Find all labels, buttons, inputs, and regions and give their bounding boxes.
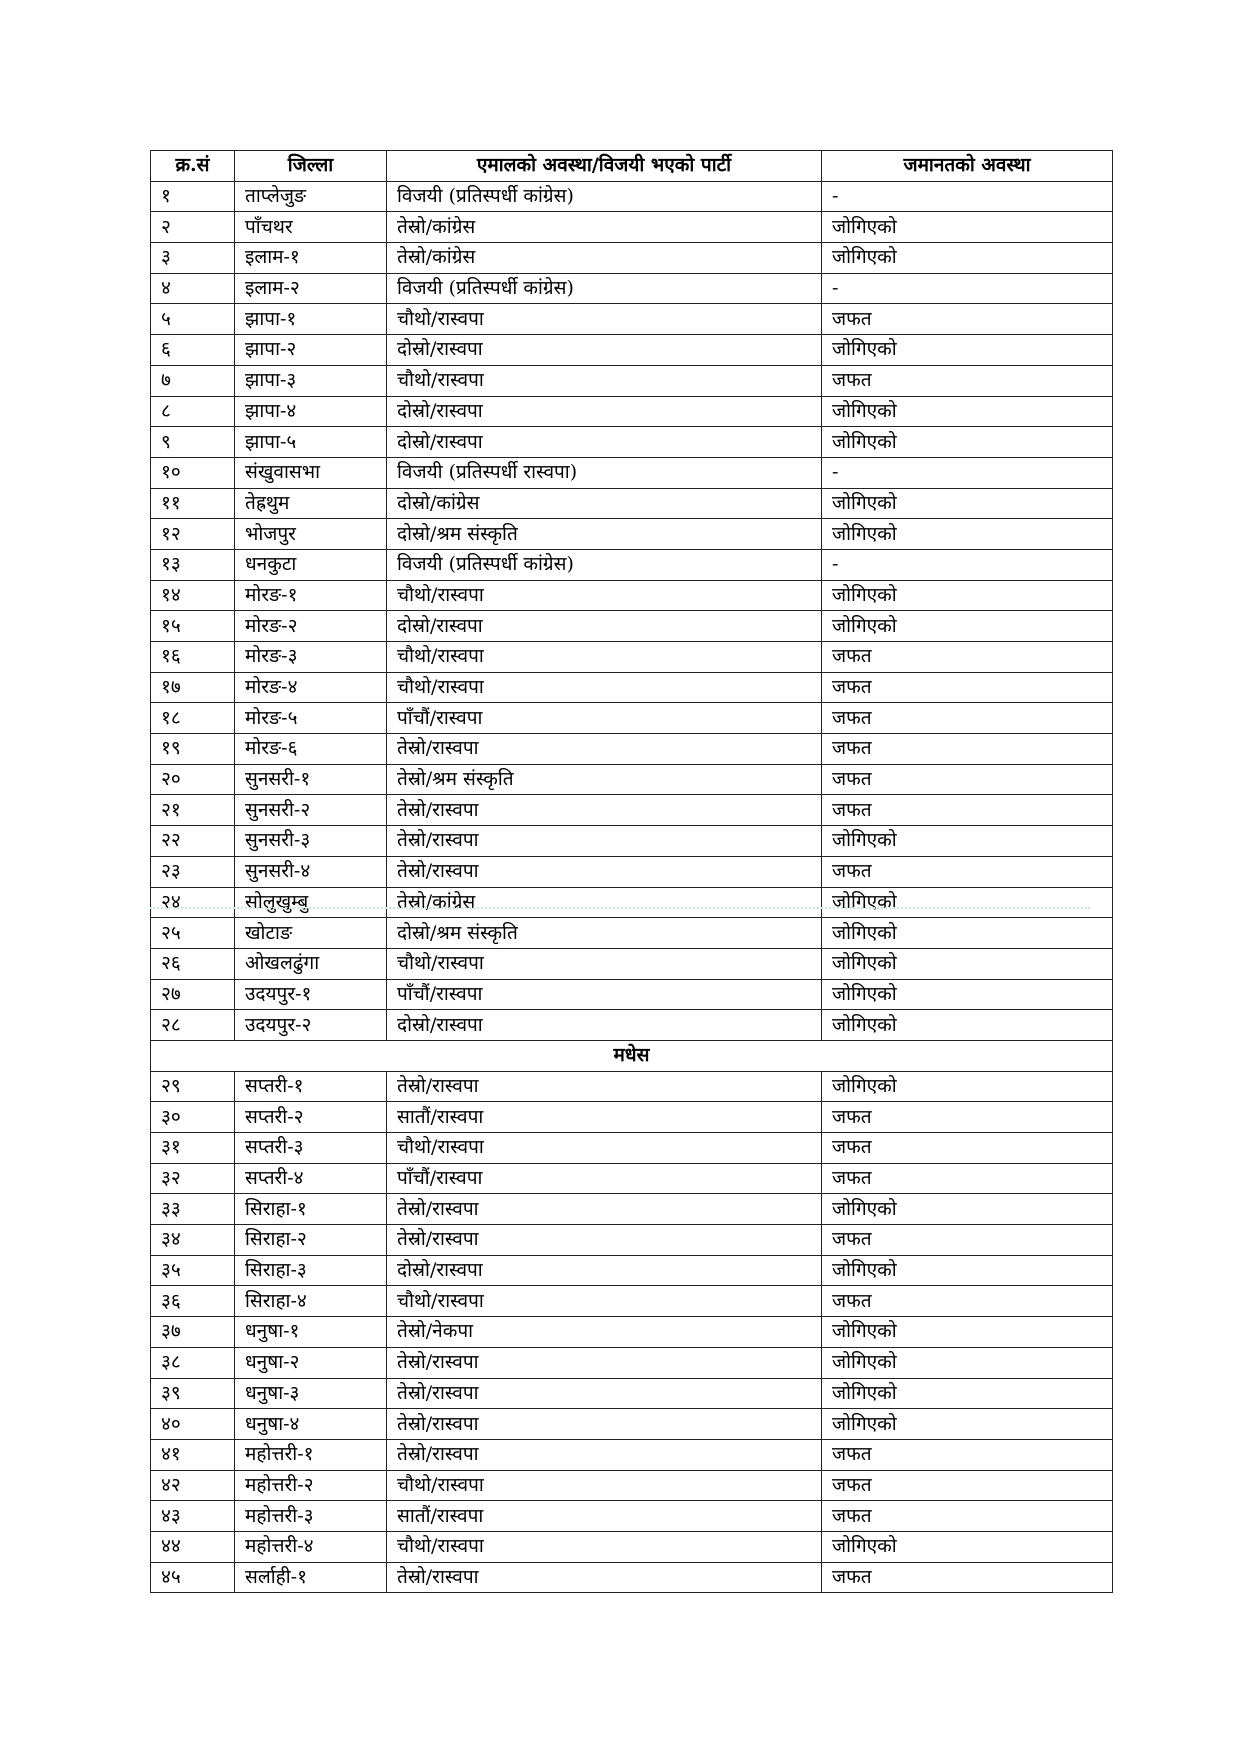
table-row — [151, 273, 1113, 304]
cell-serial-number: १ — [151, 181, 235, 212]
cell-serial-number: ३५ — [151, 1255, 235, 1286]
election-results-table — [150, 150, 1113, 1593]
table-row — [151, 1501, 1113, 1532]
cell-uml-status: तेस्रो/रास्वपा — [387, 856, 822, 887]
cell-deposit-status: जोगिएको — [822, 212, 1113, 243]
cell-deposit-status: जोगिएको — [822, 519, 1113, 550]
cell-uml-status: दोस्रो/श्रम संस्कृति — [387, 918, 822, 949]
cell-serial-number: २८ — [151, 1010, 235, 1041]
cell-deposit-status: जफत — [822, 1562, 1113, 1593]
cell-serial-number: ३४ — [151, 1225, 235, 1256]
cell-uml-status: तेस्रो/रास्वपा — [387, 1071, 822, 1102]
cell-district: सोलुखुम्बु — [235, 887, 387, 918]
table-row — [151, 703, 1113, 734]
cell-uml-status: चौथो/रास्वपा — [387, 642, 822, 673]
cell-serial-number: ९ — [151, 427, 235, 458]
cell-serial-number: ८ — [151, 396, 235, 427]
table-row — [151, 672, 1113, 703]
table-row — [151, 1378, 1113, 1409]
table-row — [151, 887, 1113, 918]
cell-district: महोत्तरी-२ — [235, 1470, 387, 1501]
table-row — [151, 1317, 1113, 1348]
cell-serial-number: २३ — [151, 856, 235, 887]
region-row — [151, 1040, 1113, 1071]
cell-serial-number: ४ — [151, 273, 235, 304]
cell-serial-number: ३८ — [151, 1347, 235, 1378]
cell-deposit-status: जफत — [822, 1439, 1113, 1470]
cell-uml-status: चौथो/रास्वपा — [387, 672, 822, 703]
cell-district: ताप्लेजुङ — [235, 181, 387, 212]
cell-deposit-status: जोगिएको — [822, 427, 1113, 458]
cell-serial-number: २९ — [151, 1071, 235, 1102]
cell-serial-number: ३६ — [151, 1286, 235, 1317]
cell-uml-status: विजयी (प्रतिस्पर्धी रास्वपा) — [387, 457, 822, 488]
table-row — [151, 212, 1113, 243]
cell-district: धनुषा-१ — [235, 1317, 387, 1348]
cell-deposit-status: जफत — [822, 1286, 1113, 1317]
cell-deposit-status: जोगिएको — [822, 1317, 1113, 1348]
cell-district: धनुषा-२ — [235, 1347, 387, 1378]
table-row — [151, 948, 1113, 979]
cell-uml-status: पाँचौं/रास्वपा — [387, 979, 822, 1010]
cell-uml-status: दोस्रो/रास्वपा — [387, 396, 822, 427]
cell-deposit-status: जफत — [822, 1102, 1113, 1133]
cell-serial-number: ३२ — [151, 1163, 235, 1194]
table-row — [151, 335, 1113, 366]
cell-deposit-status: जोगिएको — [822, 1071, 1113, 1102]
cell-uml-status: तेस्रो/रास्वपा — [387, 1439, 822, 1470]
cell-serial-number: ३ — [151, 243, 235, 274]
cell-uml-status: दोस्रो/रास्वपा — [387, 611, 822, 642]
cell-serial-number: २२ — [151, 826, 235, 857]
table-row — [151, 488, 1113, 519]
cell-uml-status: चौथो/रास्वपा — [387, 365, 822, 396]
cell-deposit-status: जोगिएको — [822, 488, 1113, 519]
cell-serial-number: २० — [151, 764, 235, 795]
cell-serial-number: १८ — [151, 703, 235, 734]
table-row — [151, 457, 1113, 488]
table-region-section — [151, 1040, 1113, 1071]
cell-uml-status: तेस्रो/रास्वपा — [387, 1378, 822, 1409]
cell-deposit-status: - — [822, 549, 1113, 580]
cell-uml-status: पाँचौं/रास्वपा — [387, 703, 822, 734]
header-uml-status: एमालको अवस्था/विजयी भएको पार्टी — [387, 151, 822, 182]
cell-uml-status: विजयी (प्रतिस्पर्धी कांग्रेस) — [387, 273, 822, 304]
cell-district: धनकुटा — [235, 549, 387, 580]
cell-district: धनुषा-३ — [235, 1378, 387, 1409]
cell-serial-number: ४२ — [151, 1470, 235, 1501]
cell-uml-status: दोस्रो/रास्वपा — [387, 1010, 822, 1041]
table-row — [151, 856, 1113, 887]
cell-district: मोरङ-६ — [235, 734, 387, 765]
table-row — [151, 1194, 1113, 1225]
cell-uml-status: तेस्रो/कांग्रेस — [387, 212, 822, 243]
cell-district: सिराहा-३ — [235, 1255, 387, 1286]
cell-deposit-status: जफत — [822, 365, 1113, 396]
cell-deposit-status: जोगिएको — [822, 580, 1113, 611]
table-row — [151, 304, 1113, 335]
cell-uml-status: चौथो/रास्वपा — [387, 1470, 822, 1501]
cell-uml-status: पाँचौं/रास्वपा — [387, 1163, 822, 1194]
cell-district: सिराहा-१ — [235, 1194, 387, 1225]
cell-deposit-status: जफत — [822, 856, 1113, 887]
cell-district: मोरङ-१ — [235, 580, 387, 611]
cell-uml-status: तेस्रो/कांग्रेस — [387, 243, 822, 274]
table-row — [151, 549, 1113, 580]
cell-district: उदयपुर-१ — [235, 979, 387, 1010]
cell-district: सिराहा-२ — [235, 1225, 387, 1256]
cell-district: इलाम-१ — [235, 243, 387, 274]
cell-serial-number: ४३ — [151, 1501, 235, 1532]
table-row — [151, 396, 1113, 427]
cell-district: सप्तरी-३ — [235, 1133, 387, 1164]
cell-serial-number: १९ — [151, 734, 235, 765]
cell-deposit-status: जफत — [822, 1470, 1113, 1501]
cell-uml-status: तेस्रो/नेकपा — [387, 1317, 822, 1348]
cell-deposit-status: जोगिएको — [822, 948, 1113, 979]
cell-district: सप्तरी-१ — [235, 1071, 387, 1102]
cell-serial-number: २७ — [151, 979, 235, 1010]
cell-serial-number: २५ — [151, 918, 235, 949]
cell-district: पाँचथर — [235, 212, 387, 243]
cell-deposit-status: जफत — [822, 734, 1113, 765]
cell-uml-status: चौथो/रास्वपा — [387, 1133, 822, 1164]
cell-district: तेह्रथुम — [235, 488, 387, 519]
cell-district: सप्तरी-२ — [235, 1102, 387, 1133]
table-row — [151, 1531, 1113, 1562]
cell-deposit-status: जफत — [822, 1225, 1113, 1256]
cell-district: सुनसरी-३ — [235, 826, 387, 857]
cell-deposit-status: जोगिएको — [822, 1255, 1113, 1286]
cell-serial-number: १३ — [151, 549, 235, 580]
table-row — [151, 918, 1113, 949]
cell-uml-status: चौथो/रास्वपा — [387, 1531, 822, 1562]
cell-deposit-status: जोगिएको — [822, 243, 1113, 274]
cell-district: महोत्तरी-१ — [235, 1439, 387, 1470]
cell-deposit-status: जोगिएको — [822, 887, 1113, 918]
cell-uml-status: चौथो/रास्वपा — [387, 304, 822, 335]
cell-serial-number: १६ — [151, 642, 235, 673]
cell-uml-status: तेस्रो/रास्वपा — [387, 1409, 822, 1440]
cell-district: महोत्तरी-४ — [235, 1531, 387, 1562]
table-row — [151, 611, 1113, 642]
table-row — [151, 365, 1113, 396]
cell-uml-status: दोस्रो/रास्वपा — [387, 1255, 822, 1286]
cell-deposit-status: जोगिएको — [822, 1347, 1113, 1378]
cell-uml-status: तेस्रो/रास्वपा — [387, 734, 822, 765]
cell-serial-number: ६ — [151, 335, 235, 366]
cell-district: मोरङ-३ — [235, 642, 387, 673]
table-row — [151, 1255, 1113, 1286]
cell-deposit-status: जफत — [822, 795, 1113, 826]
cell-district: मोरङ-५ — [235, 703, 387, 734]
cell-serial-number: ४५ — [151, 1562, 235, 1593]
cell-district: सुनसरी-२ — [235, 795, 387, 826]
cell-uml-status: सातौं/रास्वपा — [387, 1501, 822, 1532]
header-serial-number: क्र.सं — [151, 151, 235, 182]
cell-serial-number: १२ — [151, 519, 235, 550]
table-row — [151, 826, 1113, 857]
cell-deposit-status: जफत — [822, 642, 1113, 673]
cell-uml-status: दोस्रो/कांग्रेस — [387, 488, 822, 519]
table-row — [151, 795, 1113, 826]
cell-deposit-status: जफत — [822, 1163, 1113, 1194]
table-row — [151, 1010, 1113, 1041]
cell-uml-status: चौथो/रास्वपा — [387, 580, 822, 611]
cell-deposit-status: जोगिएको — [822, 1194, 1113, 1225]
region-label: मधेस — [151, 1040, 1113, 1071]
cell-serial-number: १४ — [151, 580, 235, 611]
cell-district: धनुषा-४ — [235, 1409, 387, 1440]
table-row — [151, 1286, 1113, 1317]
cell-district: झापा-३ — [235, 365, 387, 396]
cell-deposit-status: जफत — [822, 672, 1113, 703]
cell-serial-number: ३० — [151, 1102, 235, 1133]
table-row — [151, 1347, 1113, 1378]
cell-district: उदयपुर-२ — [235, 1010, 387, 1041]
cell-deposit-status: जोगिएको — [822, 396, 1113, 427]
cell-district: सिराहा-४ — [235, 1286, 387, 1317]
cell-deposit-status: जफत — [822, 1501, 1113, 1532]
table-body-koshi — [151, 181, 1113, 1040]
table-body-madhesh — [151, 1071, 1113, 1593]
cell-serial-number: ३९ — [151, 1378, 235, 1409]
cell-uml-status: सातौं/रास्वपा — [387, 1102, 822, 1133]
cell-deposit-status: - — [822, 181, 1113, 212]
cell-uml-status: विजयी (प्रतिस्पर्धी कांग्रेस) — [387, 549, 822, 580]
cell-deposit-status: जोगिएको — [822, 1378, 1113, 1409]
table-row — [151, 764, 1113, 795]
table-row — [151, 1409, 1113, 1440]
cell-deposit-status: जफत — [822, 1133, 1113, 1164]
table-row — [151, 243, 1113, 274]
table-row — [151, 1439, 1113, 1470]
cell-uml-status: तेस्रो/रास्वपा — [387, 1194, 822, 1225]
cell-deposit-status: जोगिएको — [822, 1531, 1113, 1562]
cell-serial-number: २१ — [151, 795, 235, 826]
cell-district: सर्लाही-१ — [235, 1562, 387, 1593]
table-row — [151, 979, 1113, 1010]
cell-district: सुनसरी-१ — [235, 764, 387, 795]
table-header-row — [151, 151, 1113, 182]
cell-district: खोटाङ — [235, 918, 387, 949]
cell-uml-status: चौथो/रास्वपा — [387, 948, 822, 979]
cell-uml-status: तेस्रो/रास्वपा — [387, 1347, 822, 1378]
cell-serial-number: ४४ — [151, 1531, 235, 1562]
cell-deposit-status: जफत — [822, 764, 1113, 795]
cell-deposit-status: जोगिएको — [822, 1409, 1113, 1440]
header-district: जिल्ला — [235, 151, 387, 182]
table-row — [151, 1225, 1113, 1256]
header-deposit-status: जमानतको अवस्था — [822, 151, 1113, 182]
table-row — [151, 1163, 1113, 1194]
table-row — [151, 427, 1113, 458]
table-row — [151, 1562, 1113, 1593]
cell-uml-status: दोस्रो/श्रम संस्कृति — [387, 519, 822, 550]
cell-deposit-status: जफत — [822, 703, 1113, 734]
cell-district: महोत्तरी-३ — [235, 1501, 387, 1532]
cell-district: झापा-२ — [235, 335, 387, 366]
cell-district: झापा-१ — [235, 304, 387, 335]
cell-deposit-status: जोगिएको — [822, 335, 1113, 366]
cell-serial-number: १७ — [151, 672, 235, 703]
cell-serial-number: ७ — [151, 365, 235, 396]
cell-deposit-status: जोगिएको — [822, 611, 1113, 642]
cell-district: मोरङ-२ — [235, 611, 387, 642]
cell-uml-status: दोस्रो/रास्वपा — [387, 335, 822, 366]
cell-uml-status: चौथो/रास्वपा — [387, 1286, 822, 1317]
table-row — [151, 734, 1113, 765]
cell-serial-number: ३३ — [151, 1194, 235, 1225]
cell-serial-number: ४१ — [151, 1439, 235, 1470]
cell-serial-number: २ — [151, 212, 235, 243]
cell-district: सुनसरी-४ — [235, 856, 387, 887]
cell-deposit-status: जोगिएको — [822, 918, 1113, 949]
cell-serial-number: १५ — [151, 611, 235, 642]
cell-deposit-status: - — [822, 457, 1113, 488]
cell-serial-number: १० — [151, 457, 235, 488]
cell-uml-status: तेस्रो/श्रम संस्कृति — [387, 764, 822, 795]
cell-uml-status: तेस्रो/कांग्रेस — [387, 887, 822, 918]
cell-district: मोरङ-४ — [235, 672, 387, 703]
cell-uml-status: तेस्रो/रास्वपा — [387, 1562, 822, 1593]
table-row — [151, 1071, 1113, 1102]
table-row — [151, 1133, 1113, 1164]
cell-district: भोजपुर — [235, 519, 387, 550]
cell-serial-number: ५ — [151, 304, 235, 335]
table-row — [151, 1470, 1113, 1501]
cell-serial-number: ४० — [151, 1409, 235, 1440]
cell-district: सप्तरी-४ — [235, 1163, 387, 1194]
cell-deposit-status: जोगिएको — [822, 1010, 1113, 1041]
cell-uml-status: तेस्रो/रास्वपा — [387, 1225, 822, 1256]
cell-uml-status: विजयी (प्रतिस्पर्धी कांग्रेस) — [387, 181, 822, 212]
cell-uml-status: तेस्रो/रास्वपा — [387, 826, 822, 857]
cell-district: ओखलढुंगा — [235, 948, 387, 979]
cell-deposit-status: - — [822, 273, 1113, 304]
cell-uml-status: तेस्रो/रास्वपा — [387, 795, 822, 826]
cell-deposit-status: जोगिएको — [822, 826, 1113, 857]
cell-district: झापा-५ — [235, 427, 387, 458]
cell-serial-number: ३१ — [151, 1133, 235, 1164]
cell-serial-number: ११ — [151, 488, 235, 519]
cell-district: इलाम-२ — [235, 273, 387, 304]
cell-serial-number: ३७ — [151, 1317, 235, 1348]
table-row — [151, 519, 1113, 550]
cell-district: झापा-४ — [235, 396, 387, 427]
table-row — [151, 642, 1113, 673]
cell-uml-status: दोस्रो/रास्वपा — [387, 427, 822, 458]
table-row — [151, 1102, 1113, 1133]
cell-district: संखुवासभा — [235, 457, 387, 488]
cell-deposit-status: जोगिएको — [822, 979, 1113, 1010]
cell-serial-number: २४ — [151, 887, 235, 918]
cell-serial-number: २६ — [151, 948, 235, 979]
table-row — [151, 580, 1113, 611]
table-row — [151, 181, 1113, 212]
cell-deposit-status: जफत — [822, 304, 1113, 335]
